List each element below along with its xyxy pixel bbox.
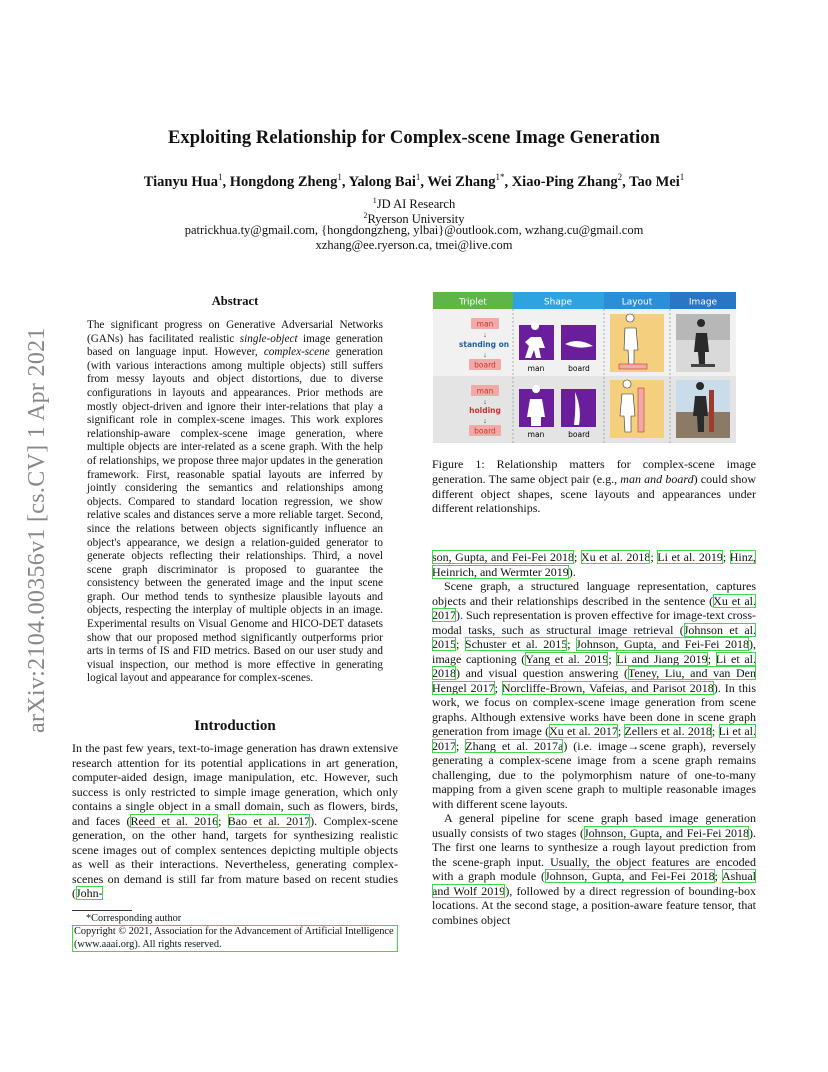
affiliation-mark: 1 — [372, 196, 377, 205]
introduction-heading: Introduction — [194, 718, 276, 734]
body-text: ; — [218, 813, 228, 828]
author-mark: 1 — [337, 172, 342, 182]
arrow-icon: ↓ — [483, 351, 487, 359]
affiliation-text: JD AI Research — [376, 197, 456, 212]
citation-link[interactable]: Norcliffe-Brown, Vafeias, and Parisot 2018 — [501, 680, 714, 695]
citation-link[interactable]: Johnson, Gupta, and Fei-Fei 2018 — [583, 825, 749, 840]
body-text: ). — [568, 564, 576, 579]
citation-link[interactable]: Schuster et al. 2015 — [464, 637, 568, 651]
shape-label: man — [527, 430, 545, 439]
body-text: ). Complex-scene generation, on the other hand, targets for synthesizing realistic scene images out of complex sentences depicting multiple objects as well as their interactions. Nevertheless, generating complex-scenes on demand is still far from mature based on recent studies ( — [72, 813, 398, 900]
citation-link[interactable]: Teney, Liu, and van Den Hengel 2017 — [432, 666, 756, 695]
footnote-rule — [72, 910, 132, 911]
author-mark: 2 — [617, 172, 623, 182]
citation-link[interactable]: Li and Jiang 2019 — [616, 651, 708, 666]
body-text: In the past few years, text-to-image generation has drawn extensive research attention for its potential applications in art generation, computer-aided design, image manipulation, etc. However, such success is only restricted to simple image generation, which only contains a single object in a small domain, such as flowers, birds, and faces ( — [72, 741, 398, 828]
footnote — [72, 913, 398, 952]
header-label: Shape — [543, 297, 573, 308]
layout-holding — [610, 380, 664, 438]
arrow-icon: ↓ — [483, 398, 487, 406]
shape-label: board — [568, 430, 590, 439]
author-name: Wei Zhang — [427, 173, 496, 190]
caption-text: ) could show different object shapes, scene layouts and appearances under different relationships. — [432, 471, 756, 516]
author-mark: 1 — [415, 172, 421, 182]
right-column-body: son, Gupta, and Fei-Fei 2018; Xu et al. 2018; Li et al. 2019; Hinz, Heinrich, and Wermter 2019). Scene graph, a structured language representation, captures objects and their relationships described in the sentence (Xu et al. 2017). Such representation is proven effective for image-text cross-modal tasks, such as structural image retrieval (Johnson et al. 2015; Schuster et al. 2015; Johnson, Gupta, and Fei-Fei 2018), image captioning (Yang et al. 2019; Li and Jiang 2019; Li et al. 2018) and visual question answering (Teney, Liu, and van Den Hengel 2017; Norcliffe-Brown, Vafeias, and Parisot 2018). In this work, we focus on complex-scene image generation from scene graphs. Although extensive works have been done in scene graph generation from image (Xu et al. 2017; Zellers et al. 2018; Li et al. 2017; Zhang et al. 2017a) (i.e. image→scene graph), reversely generating a complex-scene image from a scene graph remains challenging, due to the polymorphism nature of one-to-many mapping from a given scene graph to multiple reasonable images with different scene layouts. A general pipeline for scene graph based image generation usually consists of two stages (Johnson, Gupta, and Fei-Fei 2018). The first one learns to synthesize a rough layout prediction from the scene-graph input. Usually, the object features are encoded with a graph module (Johnson, Gupta, and Fei-Fei 2018; Ashual and Wolf 2019), followed by a direct regression of bounding-box locations. At the second stage, a position-aware feature tensor, that combines object — [432, 550, 757, 927]
affiliation-text: Ryerson University — [367, 212, 465, 227]
body-text: Scene graph, a structured language representation, captures objects and their relationships described in the sentence ( — [432, 579, 756, 608]
caption-text: Figure 1: Relationship matters for complex-scene image generation. The same object pair (e.g., — [432, 457, 756, 486]
abstract-heading: Abstract — [211, 294, 259, 308]
citation-link[interactable]: Li et al. 2019 — [657, 550, 723, 564]
email-line-2: xzhang@ee.ryerson.ca, tmei@live.com — [315, 238, 513, 252]
citation-link[interactable]: Zellers et al. 2018 — [624, 724, 712, 738]
triplet-object: board — [474, 426, 496, 436]
paper-title: Exploiting Relationship for Complex-scene Image Generation — [167, 128, 661, 148]
shape-label: man — [527, 364, 545, 373]
body-text: ) and visual question answering ( — [456, 666, 628, 680]
body-text: A general pipeline for scene graph based image generation usually consists of two stages ( — [432, 811, 756, 840]
citation-link[interactable]: Reed et al. 2016 — [130, 813, 219, 828]
arxiv-stamp-text: arXiv:2104.00356v1 [cs.CV] 1 Apr 2021 — [24, 327, 50, 733]
citation-link[interactable]: son, Gupta, and Fei-Fei 2018 — [432, 550, 575, 564]
arxiv-stamp — [22, 293, 58, 733]
author-name: Yalong Bai — [348, 173, 416, 190]
introduction-body — [72, 741, 398, 901]
author-mark: 1* — [495, 172, 505, 182]
citation-link[interactable]: Yang et al. 2019 — [525, 651, 609, 666]
figure-1 — [433, 292, 736, 443]
abstract-text: image generation based on language input. However, — [87, 332, 383, 359]
header-label: Layout — [621, 297, 653, 308]
affiliation-mark: 2 — [363, 211, 368, 220]
photo-board — [691, 364, 715, 367]
citation-link[interactable]: Johnson, Gupta, and Fei-Fei 2018 — [544, 869, 715, 883]
copyright-link[interactable]: Copyright © 2021, Association for the Advancement of Artificial Intelligence (www.aaai.org). All rights reserved. — [72, 925, 398, 952]
email-line-1: patrickhua.ty@gmail.com, {hongdongzheng, ylbai}@outlook.com, wzhang.cu@gmail.com — [184, 223, 644, 237]
layout-board-box — [619, 364, 647, 369]
author-name: Tao Mei — [629, 173, 680, 190]
citation-link[interactable]: Bao et al. 2017 — [227, 813, 311, 828]
author-list: Tianyu Hua$^1$, Hongdong Zheng$^1$, Yalong Bai$^1$, Wei Zhang$^{1*}$, Xiao-Ping Zhang$^2$, Tao Mei$^1$ — [143, 172, 685, 190]
corresponding-author-note: *Corresponding author — [86, 913, 182, 924]
citation-link[interactable]: Li et al. 2018 — [432, 651, 756, 680]
arrow-icon: ↓ — [483, 331, 487, 339]
citation-link[interactable]: Zhang et al. 2017a — [465, 738, 564, 753]
header-label: Triplet — [459, 297, 487, 308]
abstract-emphasis: single-object — [239, 332, 298, 345]
abstract-text: generation (with various interactions among multiple objects) still suffers from messy layouts and object distortions, due to diverse configurations in layouts and appearances. Prior methods are mostly object-driven and ignore their inter-relations that play a significant role in complex-scene images. This work explores relationship-aware complex-scene image generation, where multiple objects are inter-related as a scene graph. With the help of relationships, we propose three major updates in the generation framework. First, reasonable spatial layouts are inferred by jointly considering the semantics and relationships among objects. Compared to standard location regression, we show relative scales and distances serve a more reliable target. Second, since the relations between objects significantly influence an object's appearance, we design a relation-guided generator to generate objects reflecting their relationships. Third, a novel scene graph discriminator is proposed to guarantee the consistency between the generated image and the input scene graph. Our method tends to synthesize plausible layouts and objects, respecting the interplay of multiple objects in an image. Experimental results on Visual Genome and HICO-DET datasets show that our proposed method significantly outperforms prior arts in terms of IS and FID metrics. Based on our user study and visual inspection, our method is more effective in generating logical layout and appearance for complex-scenes. — [87, 346, 383, 685]
citation-link[interactable]: Johnson et al. 2015 — [432, 622, 756, 651]
citation-link[interactable]: Li et al. 2017 — [432, 724, 757, 753]
body-text: ), followed by a direct regression of bounding-box locations. At the second stage, a position-aware feature tensor, that combines object — [432, 883, 756, 927]
triplet-object: board — [474, 360, 496, 370]
author-mark: 1 — [218, 172, 223, 182]
body-text: ). Such representation is proven effective for image-text cross-modal tasks, such as structural image retrieval ( — [432, 608, 756, 637]
author-name: Hongdong Zheng — [229, 173, 338, 190]
caption-emphasis: man and board — [620, 471, 694, 486]
author-name: Tianyu Hua — [143, 173, 218, 190]
shape-label: board — [568, 364, 590, 373]
citation-link[interactable]: Xu et al. 2018 — [580, 550, 651, 564]
abstract-emphasis: complex-scene — [263, 346, 330, 359]
citation-link[interactable]: Ashual and Wolf 2019 — [432, 869, 757, 898]
abstract-text: The significant progress on Generative Adversarial Networks (GANs) has facilitated realistic — [87, 319, 383, 345]
citation-link[interactable]: John- — [76, 886, 103, 900]
abstract-body — [87, 319, 383, 686]
layout-board-box — [638, 388, 644, 432]
arrow-icon: ↓ — [483, 417, 487, 425]
author-name: Xiao-Ping Zhang — [511, 173, 618, 190]
body-text: ), image captioning ( — [432, 637, 756, 666]
header-label: Image — [688, 297, 718, 308]
triplet-subject: man — [476, 386, 494, 396]
citation-link[interactable]: Xu et al. 2017 — [432, 593, 756, 622]
author-mark: 1 — [679, 172, 685, 182]
triplet-predicate: holding — [469, 406, 501, 415]
figure-caption — [432, 457, 756, 516]
body-text: ) (i.e. image→scene graph), reversely generating a complex-scene image from a scene graph remains challenging, due to the polymorphism nature of one-to-many mapping from a given scene graph to multiple reasonable images with different scene layouts. — [432, 738, 756, 811]
body-text: ). In this work, we focus on complex-scene image generation from scene graphs. Although extensive works have been done in scene graph generation from image ( — [432, 680, 756, 738]
photo-board — [709, 390, 714, 432]
body-text: ). The first one learns to synthesize a rough layout prediction from the scene-graph input. Usually, the object features are encoded with a graph module ( — [432, 825, 756, 883]
triplet-subject: man — [476, 319, 494, 329]
citation-link[interactable]: Johnson, Gupta, and Fei-Fei 2018 — [576, 637, 749, 651]
citation-link[interactable]: Xu et al. 2017 — [549, 724, 618, 738]
citation-link[interactable]: Hinz, Heinrich, and Wermter 2019 — [432, 550, 757, 579]
triplet-predicate: standing on — [458, 340, 510, 349]
